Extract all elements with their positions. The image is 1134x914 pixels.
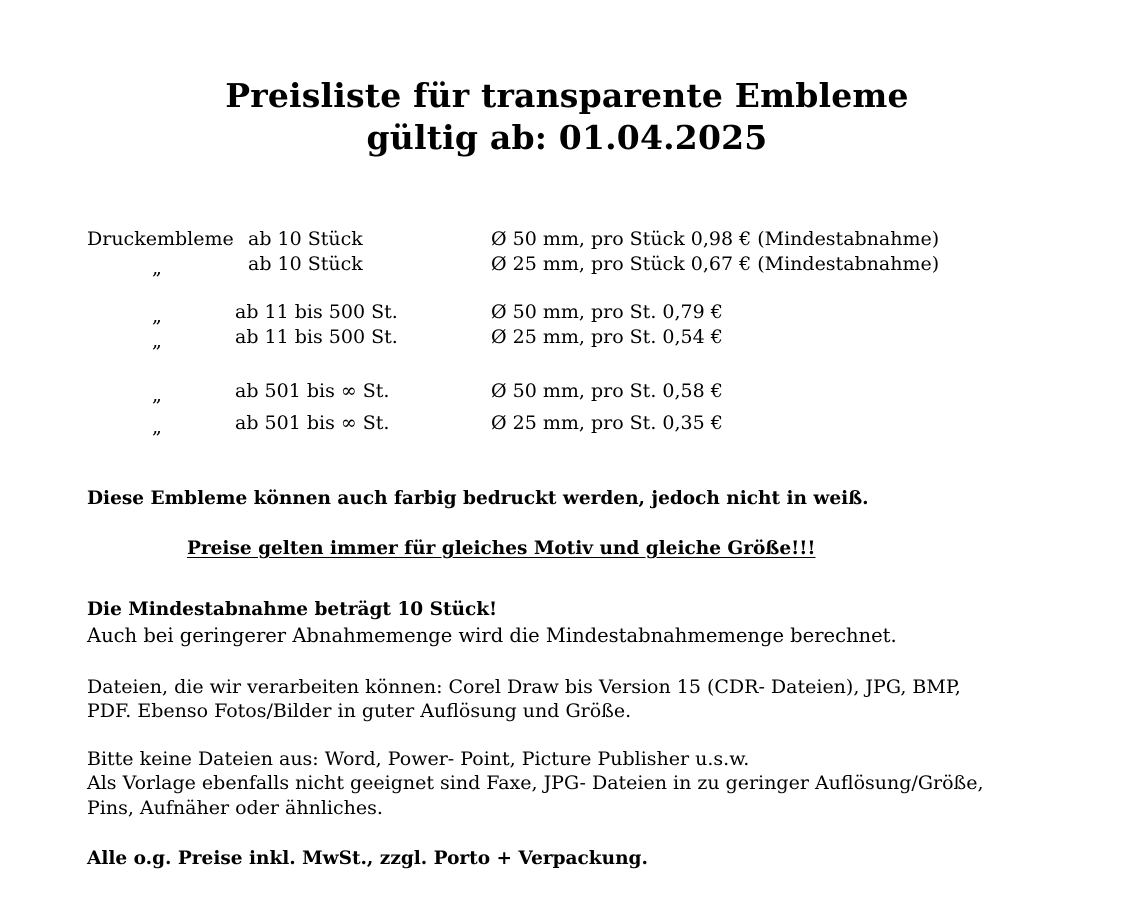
ditto-mark: „ <box>152 330 162 352</box>
price-row <box>0 324 1134 350</box>
price-row <box>0 226 1134 252</box>
minimum-order-heading: Die Mindestabnahme beträgt 10 Stück! <box>87 599 498 620</box>
accepted-files-line-2: PDF. Ebenso Fotos/Bilder in guter Auflösung und Größe. <box>87 700 632 722</box>
row-price: Ø 50 mm, pro St. 0,79 € <box>491 301 723 323</box>
accepted-files-line-1: Dateien, die wir verarbeiten können: Corel Draw bis Version 15 (CDR- Dateien), JPG, BMP, <box>87 676 961 698</box>
validity-date-title: gültig ab: 01.04.2025 <box>366 118 768 157</box>
ditto-mark: „ <box>152 305 162 327</box>
row-price: Ø 25 mm, pro Stück 0,67 € (Mindestabnahme) <box>491 253 940 275</box>
color-print-note: Diese Embleme können auch farbig bedruckt werden, jedoch nicht in weiß. <box>87 488 869 509</box>
row-price: Ø 25 mm, pro St. 0,35 € <box>491 412 723 434</box>
minimum-order-text: Auch bei geringerer Abnahmemenge wird die Mindestabnahmemenge berechnet. <box>87 624 897 647</box>
document-title: Preisliste für transparente Embleme <box>225 76 909 115</box>
rejected-files-line-2: Als Vorlage ebenfalls nicht geeignet sind Faxe, JPG- Dateien in zu geringer Auflösung/Größe, <box>87 772 984 794</box>
price-row <box>0 378 1134 404</box>
row-quantity: ab 11 bis 500 St. <box>235 326 398 348</box>
row-price: Ø 50 mm, pro St. 0,58 € <box>491 380 723 402</box>
row-price: Ø 50 mm, pro Stück 0,98 € (Mindestabnahme) <box>491 228 940 250</box>
row-label: Druckembleme <box>87 228 234 250</box>
prices-include-vat-note: Alle o.g. Preise inkl. MwSt., zzgl. Porto + Verpackung. <box>87 848 648 869</box>
row-quantity: ab 10 Stück <box>248 253 363 275</box>
price-row <box>0 251 1134 277</box>
ditto-mark: „ <box>152 384 162 406</box>
price-row <box>0 410 1134 436</box>
row-price: Ø 25 mm, pro St. 0,54 € <box>491 326 723 348</box>
rejected-files-line-3: Pins, Aufnäher oder ähnliches. <box>87 797 383 819</box>
ditto-mark: „ <box>152 257 162 279</box>
rejected-files-line-1: Bitte keine Dateien aus: Word, Power- Point, Picture Publisher u.s.w. <box>87 748 750 770</box>
row-quantity: ab 501 bis ∞ St. <box>235 412 390 434</box>
price-row <box>0 299 1134 325</box>
row-quantity: ab 11 bis 500 St. <box>235 301 398 323</box>
same-motif-note: Preise gelten immer für gleiches Motiv und gleiche Größe!!! <box>187 538 816 559</box>
row-quantity: ab 501 bis ∞ St. <box>235 380 390 402</box>
ditto-mark: „ <box>152 416 162 438</box>
row-quantity: ab 10 Stück <box>248 228 363 250</box>
